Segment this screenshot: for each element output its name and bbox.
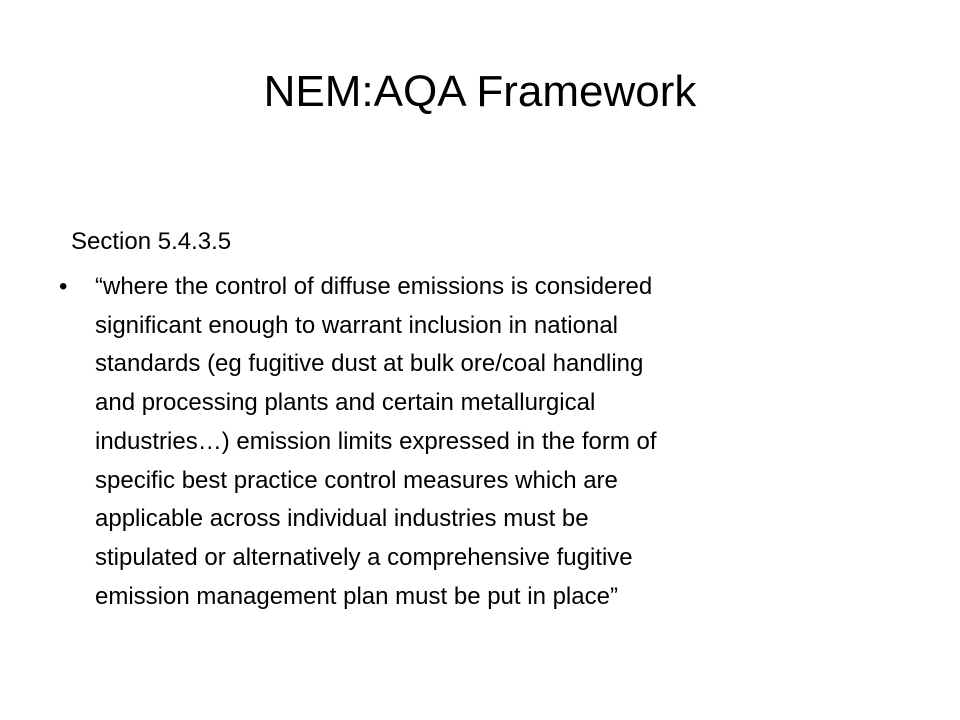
slide-title: NEM:AQA Framework (263, 67, 697, 116)
bullet-text: “where the control of diffuse emissions is considered significant enough to warrant inclusion in national standards (eg fugitive dust at bulk ore/coal handling and processing plants and certain metallurgical industries…) emission limits expressed in the form of specific best practice control measures which are applicable across individual industries must be stipulated or alternatively a comprehensive fugitive emission management plan must be put in place” (95, 273, 657, 610)
bullet-marker: • (59, 273, 68, 300)
section-label: Section 5.4.3.5 (71, 228, 232, 255)
